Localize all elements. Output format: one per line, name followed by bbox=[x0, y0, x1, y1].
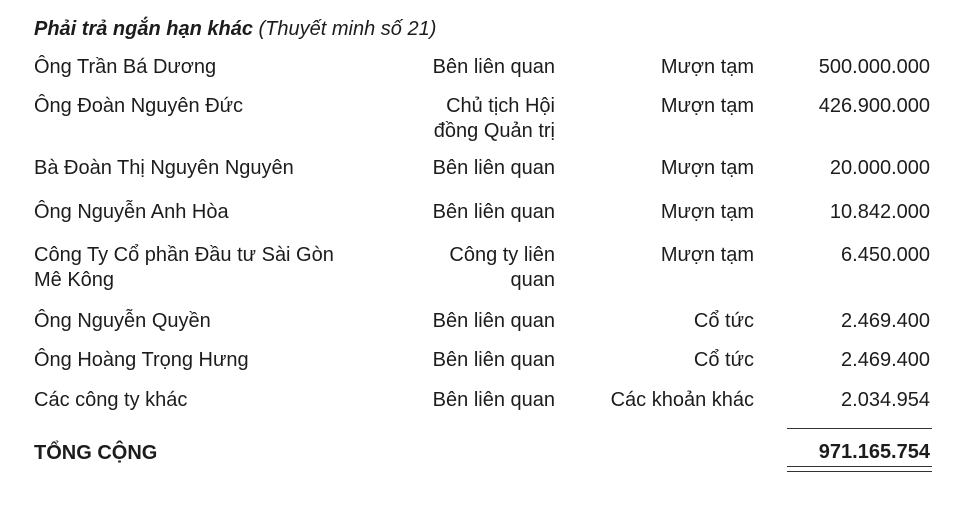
payable-type: Mượn tạm bbox=[660, 56, 754, 78]
party-name: Ông Hoàng Trọng Hưng bbox=[34, 349, 249, 371]
relationship: Bên liên quan bbox=[432, 310, 555, 332]
amount: 10.842.000 bbox=[829, 201, 930, 223]
total-top-rule bbox=[787, 428, 932, 429]
relationship: Bên liên quan bbox=[432, 201, 555, 223]
payable-type: Mượn tạm bbox=[660, 201, 754, 223]
total-amount: 971.165.754 bbox=[818, 441, 930, 463]
party-name: Công Ty Cổ phần Đầu tư Sài Gòn Mê Kông bbox=[34, 244, 334, 291]
party-name: Ông Đoàn Nguyên Đức bbox=[34, 95, 244, 117]
party-name: Các công ty khác bbox=[34, 389, 188, 411]
payable-type: Cổ tức bbox=[693, 310, 754, 332]
relationship: Bên liên quan bbox=[432, 56, 555, 78]
payable-type: Mượn tạm bbox=[660, 95, 754, 117]
payable-type: Mượn tạm bbox=[660, 157, 754, 179]
relationship: Chủ tịch Hội đồng Quản trị bbox=[433, 95, 555, 142]
relationship: Công ty liên quan bbox=[449, 244, 555, 291]
section-heading bbox=[34, 18, 436, 41]
party-name: Ông Trần Bá Dương bbox=[34, 56, 217, 78]
party-name: Bà Đoàn Thị Nguyên Nguyên bbox=[34, 157, 294, 179]
amount: 2.469.400 bbox=[841, 310, 930, 332]
amount: 2.034.954 bbox=[841, 389, 930, 411]
party-name: Ông Nguyễn Quyền bbox=[34, 310, 211, 332]
payable-type: Cổ tức bbox=[693, 349, 754, 371]
amount: 6.450.000 bbox=[841, 244, 930, 266]
total-label: TỔNG CỘNG bbox=[34, 442, 158, 464]
payable-type: Mượn tạm bbox=[660, 244, 754, 266]
amount: 20.000.000 bbox=[829, 157, 930, 179]
relationship: Bên liên quan bbox=[432, 349, 555, 371]
relationship: Bên liên quan bbox=[432, 389, 555, 411]
amount: 500.000.000 bbox=[818, 56, 930, 78]
section-title: Phải trả ngắn hạn khác bbox=[34, 18, 253, 40]
section-note: (Thuyết minh số 21) bbox=[258, 18, 437, 40]
total-double-rule bbox=[787, 466, 932, 472]
amount: 426.900.000 bbox=[818, 95, 930, 117]
party-name: Ông Nguyễn Anh Hòa bbox=[34, 201, 229, 223]
payable-type: Các khoản khác bbox=[610, 389, 754, 411]
relationship: Bên liên quan bbox=[432, 157, 555, 179]
amount: 2.469.400 bbox=[841, 349, 930, 371]
